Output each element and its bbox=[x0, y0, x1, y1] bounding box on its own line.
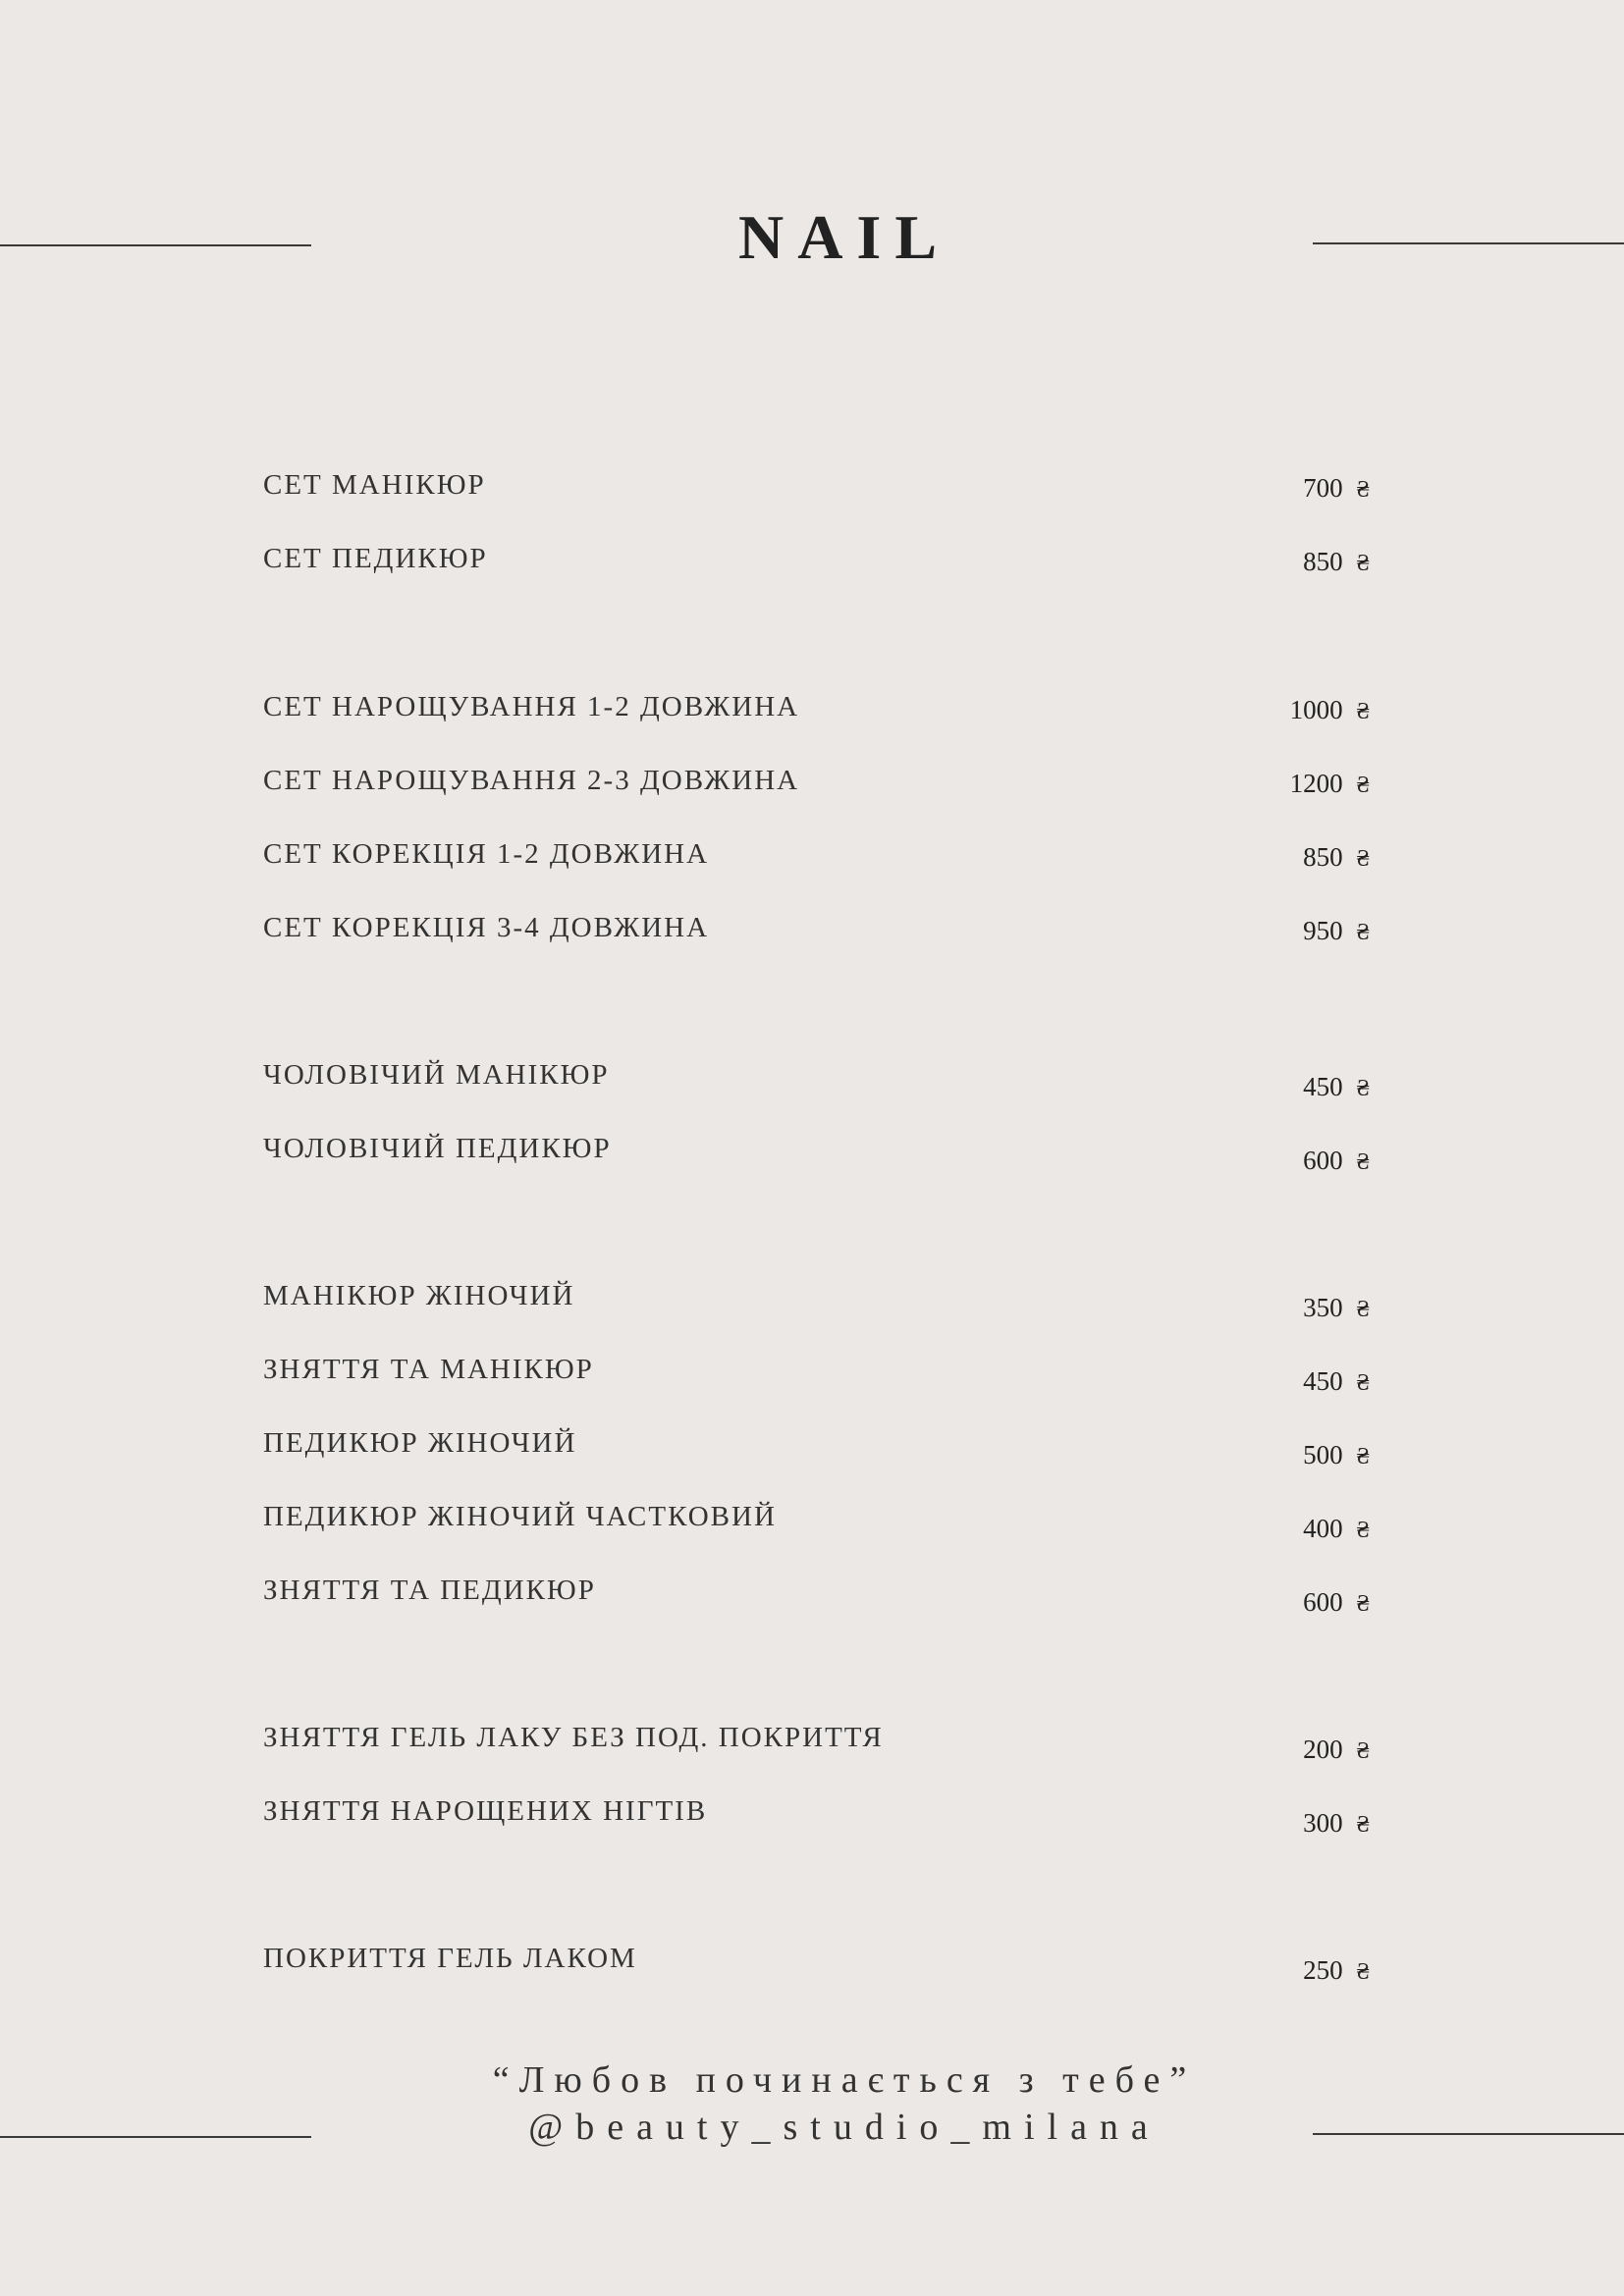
currency-symbol: ₴ bbox=[1356, 1518, 1370, 1543]
currency-symbol: ₴ bbox=[1356, 773, 1370, 798]
service-name: СЕТ МАНІКЮР bbox=[263, 469, 486, 501]
service-name: ПЕДИКЮР ЖІНОЧИЙ ЧАСТКОВИЙ bbox=[263, 1501, 777, 1532]
service-price: 450 ₴ bbox=[1303, 1366, 1370, 1396]
service-price: 350 ₴ bbox=[1303, 1293, 1370, 1322]
bottom-left-divider bbox=[0, 2136, 311, 2138]
service-price: 600 ₴ bbox=[1303, 1587, 1370, 1617]
currency-symbol: ₴ bbox=[1356, 1297, 1370, 1322]
currency-symbol: ₴ bbox=[1356, 1076, 1370, 1101]
service-name: СЕТ ПЕДИКЮР bbox=[263, 543, 488, 574]
currency-symbol: ₴ bbox=[1356, 1444, 1370, 1469]
currency-symbol: ₴ bbox=[1356, 846, 1370, 872]
currency-symbol: ₴ bbox=[1356, 1959, 1370, 1985]
page-title: NAIL bbox=[737, 202, 951, 272]
service-price: 400 ₴ bbox=[1303, 1514, 1370, 1543]
service-price: 700 ₴ bbox=[1303, 473, 1370, 503]
service-price: 950 ₴ bbox=[1303, 916, 1370, 945]
currency-symbol: ₴ bbox=[1356, 1370, 1370, 1396]
service-name: ПОКРИТТЯ ГЕЛЬ ЛАКОМ bbox=[263, 1943, 637, 1974]
service-name: ЗНЯТТЯ ГЕЛЬ ЛАКУ БЕЗ ПОД. ПОКРИТТЯ bbox=[263, 1722, 884, 1753]
service-name: ЧОЛОВІЧИЙ МАНІКЮР bbox=[263, 1059, 610, 1091]
currency-symbol: ₴ bbox=[1356, 1591, 1370, 1617]
currency-symbol: ₴ bbox=[1356, 551, 1370, 576]
service-name: МАНІКЮР ЖІНОЧИЙ bbox=[263, 1280, 575, 1311]
service-name: СЕТ НАРОЩУВАННЯ 2-3 ДОВЖИНА bbox=[263, 765, 800, 796]
service-price: 300 ₴ bbox=[1303, 1808, 1370, 1838]
currency-symbol: ₴ bbox=[1356, 1149, 1370, 1175]
service-name: ЗНЯТТЯ НАРОЩЕНИХ НІГТІВ bbox=[263, 1795, 708, 1827]
service-price: 1000 ₴ bbox=[1289, 695, 1370, 724]
currency-symbol: ₴ bbox=[1356, 1812, 1370, 1838]
service-price: 600 ₴ bbox=[1303, 1146, 1370, 1175]
service-name: СЕТ КОРЕКЦІЯ 3-4 ДОВЖИНА bbox=[263, 912, 710, 943]
service-name: ПЕДИКЮР ЖІНОЧИЙ bbox=[263, 1427, 577, 1459]
footer-quote: “Любов починається з тебе” bbox=[492, 2059, 1197, 2101]
service-name: ЗНЯТТЯ ТА МАНІКЮР bbox=[263, 1354, 594, 1385]
service-name: ЧОЛОВІЧИЙ ПЕДИКЮР bbox=[263, 1133, 612, 1164]
service-price: 450 ₴ bbox=[1303, 1072, 1370, 1101]
service-price: 1200 ₴ bbox=[1289, 769, 1370, 798]
footer-handle: @beauty_studio_milana bbox=[528, 2107, 1161, 2148]
service-price: 850 ₴ bbox=[1303, 842, 1370, 872]
currency-symbol: ₴ bbox=[1356, 477, 1370, 503]
service-price: 850 ₴ bbox=[1303, 547, 1370, 576]
currency-symbol: ₴ bbox=[1356, 920, 1370, 945]
service-price: 500 ₴ bbox=[1303, 1440, 1370, 1469]
currency-symbol: ₴ bbox=[1356, 699, 1370, 724]
service-price: 200 ₴ bbox=[1303, 1735, 1370, 1764]
service-name: СЕТ НАРОЩУВАННЯ 1-2 ДОВЖИНА bbox=[263, 691, 800, 722]
service-name: ЗНЯТТЯ ТА ПЕДИКЮР bbox=[263, 1575, 596, 1606]
service-name: СЕТ КОРЕКЦІЯ 1-2 ДОВЖИНА bbox=[263, 838, 710, 870]
bottom-right-divider bbox=[1313, 2133, 1624, 2135]
currency-symbol: ₴ bbox=[1356, 1738, 1370, 1764]
service-price: 250 ₴ bbox=[1303, 1955, 1370, 1985]
